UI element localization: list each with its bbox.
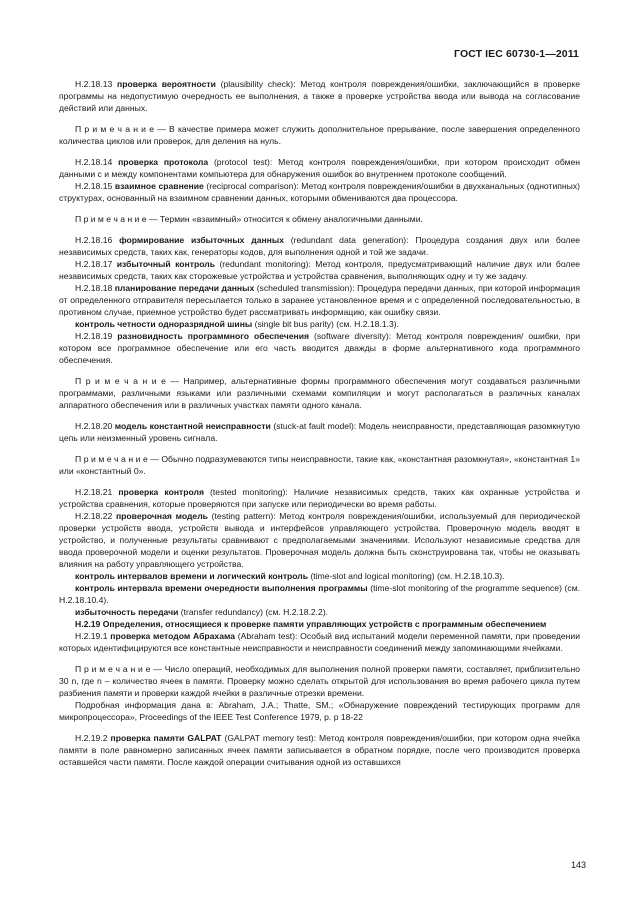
para-h2-18-13: H.2.18.13 проверка вероятности (plausibility check): Метод контроля повреждения/ошибки, заключающийся в проверке программы на недопустимую очередность ее выполнения, а также в проверке устройства ввода или вывода на согласование действий или данных.	[59, 79, 580, 113]
para-h2-18-16: H.2.18.16 формирование избыточных данных (redundant data generation): Процедура создания двух или более независимых средств, таких как, генераторы кодов, для выполнения одной и той же задачи.	[59, 235, 581, 257]
ref-single-bit-parity: контроль четности одноразрядной шины (single bit bus parity) (см. H.2.18.1.3).	[75, 319, 400, 329]
note-3: П р и м е ч а н и е — Например, альтернативные формы программного обеспечения могут создаваться различными программами, различными языками или различными схемами компиляции и могут располагаться в различных каналах аппаратного обеспечения или в различных участках памяти одного канала.	[59, 376, 580, 410]
section-heading-h2-19: H.2.19 Определения, относящиеся к проверке памяти управляющих устройств с программным обеспечением	[75, 619, 547, 629]
page-number: 143	[571, 860, 587, 870]
para-h2-18-19: H.2.18.19 разновидность программного обеспечения (software diversity): Метод контроля повреждения/ ошибки, при котором все программное обеспечение или его часть вводится дважды в форме альтернативного кода программного обеспечения.	[59, 331, 580, 365]
document-body	[59, 78, 580, 768]
para-h2-18-22: H.2.18.22 проверочная модель (testing pattern): Метод контроля повреждения/ошибки, используемый для периодической проверки устройств ввода, устройств вывода и интерфейсов управляющего устройства. Проверочную модель вводят в устройство, и полученные результаты сравнивают с предполагаемыми значениями. Используют независимые средства для ввода проверочной модели и оценки результатов. Проверочная модель должна быть сконструирована так, чтобы не оказывать влияния на работу управляющего устройства.	[59, 511, 580, 569]
para-h2-18-15: H.2.18.15 взаимное сравнение (reciprocal comparison): Метод контроля повреждения/ошибки в двухканальных (однотипных) структурах, основанный на взаимном сравнении данных, которыми обмениваются два процессора.	[59, 181, 580, 203]
ref-time-slot-sequence: контроль интервала времени очередности выполнения программы (time-slot monitoring of the programme sequence) (см. H.2.18.10.4).	[59, 583, 580, 605]
ref-transfer-redundancy: избыточность передачи (transfer redundancy) (см. H.2.18.2.2).	[75, 607, 329, 617]
para-h2-18-18: H.2.18.18 планирование передачи данных (scheduled transmission): Процедура передачи данных, при которой информация от определенного отправителя пересылается только в заранее установленное время и с определенной последовательностью, в противном случае, приемное устройство будет рассматривать информацию, как ошибку связи.	[59, 283, 580, 317]
note-1: П р и м е ч а н и е — В качестве примера может служить дополнительное прерывание, после завершения определенного количества циклов или проверок, для деления на нуль.	[59, 124, 580, 146]
para-h2-19-2: H.2.19.2 проверка памяти GALPAT (GALPAT memory test): Метод контроля повреждения/ошибки, при котором одна ячейка памяти в поле равномерно записанных ячеек памяти записывается в обратном порядке, после чего производится проверка оставшейся части памяти. После каждой операции считывания одной из оставшихся	[59, 733, 581, 767]
para-h2-18-17: H.2.18.17 избыточный контроль (redundant monitoring): Метод контроля, предусматривающий наличие двух или более независимых средств, таких как сторожевые устройства и устройства сравнения, выполняющих одну и ту же задачу.	[59, 259, 580, 281]
para-h2-18-21: H.2.18.21 проверка контроля (tested monitoring): Наличие независимых средств, таких как охранные устройства и устройства сравнения, которые проверяются при запуске или периодически во время работы.	[59, 487, 581, 509]
note-5: П р и м е ч а н и е — Число операций, необходимых для выполнения полной проверки памяти, составляет, приблизительно 30 n, где n – количество ячеек в памяти. Проверку можно сделать открытой для использования во время рабочего цикла путем разбиения памяти и проверки каждой ячейки в различные отрезки времени.	[59, 664, 581, 698]
para-h2-18-14: H.2.18.14 проверка протокола (protocol test): Метод контроля повреждения/ошибки, при котором происходит обмен данными с и между компонентами компьютера для обнаружения ошибок во внутреннем протоколе сообщений.	[59, 157, 580, 179]
note-4: П р и м е ч а н и е — Обычно подразумеваются типы неисправности, такие как, «константная разомкнутая», «константная 1» или «константный 0».	[59, 454, 580, 476]
ref-time-slot-logical: контроль интервалов времени и логический контроль (time-slot and logical monitoring) (см. H.2.18.10.3).	[75, 571, 505, 581]
standard-header: ГОСТ IEC 60730-1—2011	[454, 48, 579, 60]
para-h2-18-20: H.2.18.20 модель константной неисправности (stuck-at fault model): Модель неисправности, представляющая разомкнутую цепь или неизменный уровень сигнала.	[59, 421, 581, 443]
para-h2-19-1: H.2.19.1 проверка методом Абрахама (Abraham test): Особый вид испытаний модели переменной памяти, при проведении которых идентифицируются все константные неисправности и неисправности соединений между запоминающими ячейками.	[59, 631, 580, 653]
note-2: П р и м е ч а н и е — Термин «взаимный» относится к обмену аналогичными данными.	[75, 214, 423, 224]
note-5-reference: Подробная информация дана в: Abraham, J.A.; Thatte, SM.; «Обнаружение повреждений тестирующих программ для микропроцессора», Proceedings of the IEEE Test Conference 1979, p. p 18-22	[59, 700, 580, 722]
